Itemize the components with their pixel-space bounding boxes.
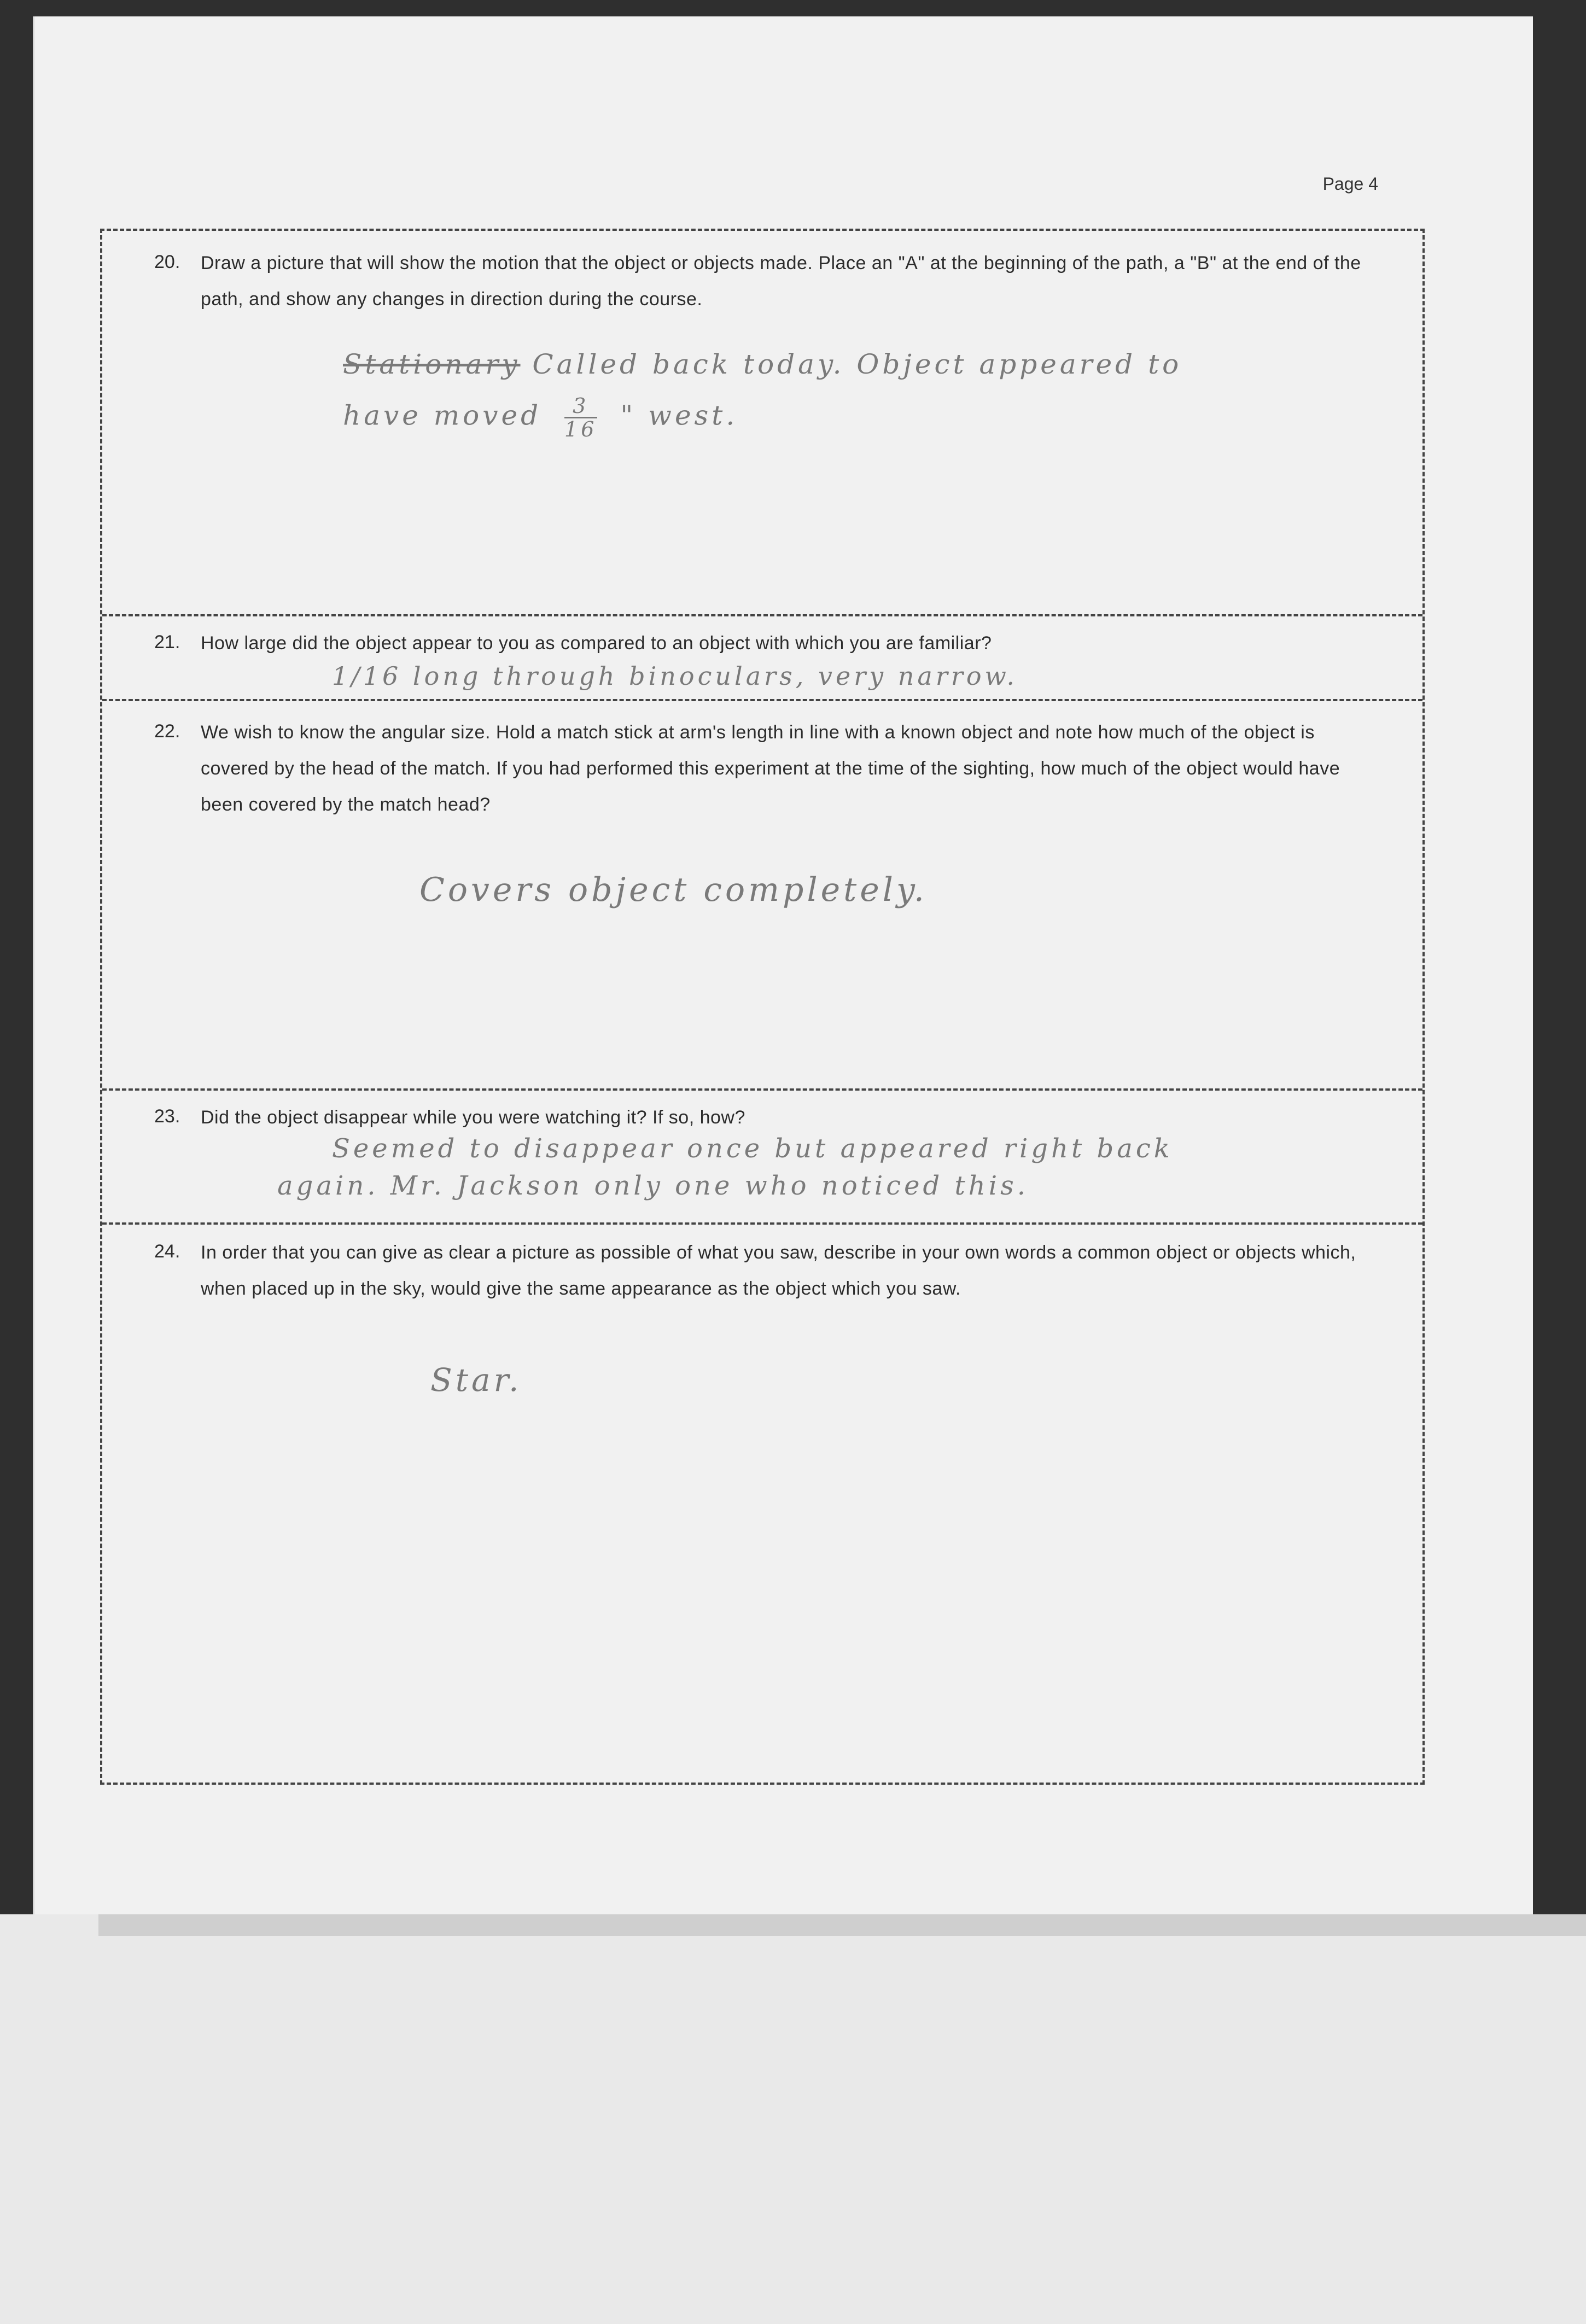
question-21-number: 21. [154, 632, 180, 653]
fraction-denominator: 16 [564, 417, 598, 441]
questionnaire-form [100, 229, 1425, 1785]
question-24-text: In order that you can give as clear a picture as possible of what you saw, describe in your own words a common object or objects which, when placed up in the sky, would give the same appearance as the object which you saw. [201, 1242, 1356, 1299]
question-24-section [102, 1225, 1422, 1783]
question-23-text: Did the object disappear while you were watching it? If so, how? [201, 1107, 745, 1128]
question-20-answer-text: Called back today. Object appeared to [532, 348, 1182, 380]
question-23-section [102, 1091, 1422, 1225]
page-shadow [98, 1914, 1586, 1936]
question-22-answer: Covers object completely. [419, 871, 928, 909]
question-20-section [102, 231, 1422, 616]
question-21-text: How large did the object appear to you as compared to an object with which you are familiar? [201, 633, 992, 654]
question-21-section [102, 616, 1422, 701]
scan-bottom-margin [0, 1914, 1586, 2324]
question-20-answer-line2 [343, 395, 738, 440]
question-20-text: Draw a picture that will show the motion that the object or objects made. Place an "A" at the beginning of the path, a "B" at the end of the path, and show any changes in direction during the course. [201, 253, 1361, 310]
page-number: Page 4 [1322, 174, 1378, 194]
question-20-answer-prefix: have moved [343, 399, 542, 432]
question-20-answer-struck-word: Stationary [343, 348, 521, 380]
question-23-answer-line1: Seemed to disappear once but appeared right back [332, 1133, 1173, 1164]
question-23-number: 23. [154, 1106, 180, 1127]
question-24-number: 24. [154, 1241, 180, 1262]
question-22-number: 22. [154, 721, 180, 742]
fraction-numerator: 3 [564, 395, 597, 418]
question-24-answer: Star. [430, 1361, 522, 1399]
question-21-answer: 1/16 long through binoculars, very narrow. [332, 661, 1018, 691]
question-20-answer-line1 [343, 348, 1182, 380]
question-22-text: We wish to know the angular size. Hold a match stick at arm's length in line with a known object and note how much of the object is covered by the head of the match. If you had performed this experiment at the time of the sighting, how much of the object would have been covered by the match head? [201, 722, 1340, 815]
question-20-number: 20. [154, 252, 180, 272]
question-20-answer-suffix: " west. [620, 399, 738, 432]
question-20-answer-fraction [564, 395, 597, 440]
question-23-answer-line2: again. Mr. Jackson only one who noticed this. [277, 1170, 1029, 1201]
question-22-section [102, 701, 1422, 1091]
